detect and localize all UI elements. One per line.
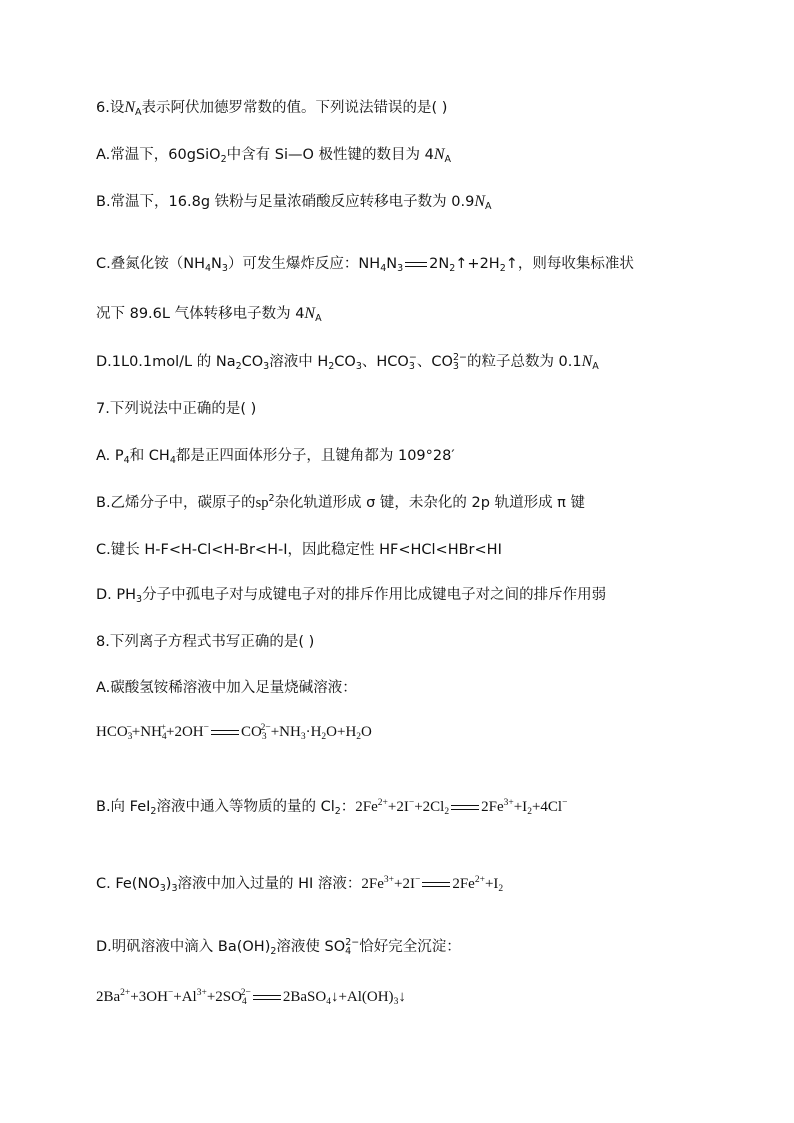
- question-8-option-d: D.明矾溶液中滴入 $Ba(OH)_2$溶液使 $SO_4^{2-}$恰好完全沉淀：: [96, 937, 461, 957]
- question-7-option-d: D. $PH_3$分子中孤电子对与成键电子对的排斥作用比成键电子对之间的排斥作用弱: [96, 587, 607, 605]
- question-8-stem: 8.下列离子方程式书写正确的是( ): [96, 634, 315, 650]
- question-6-option-c: C.叠氮化铵$(NH_4N_3)$可发生爆炸反应：$NH_4N_3$ $2N_2↑+2H_2↑$，则每收集标准状: [96, 256, 634, 274]
- question-6-option-d: D.1L0.1mol/L 的 $Na_2CO_3$溶液中 $H_2CO_3$、$HCO_3^-$、$CO_3^{2-}$的粒子总数为 $0.1N_A$: [96, 352, 599, 372]
- reaction-equals-sign: [405, 262, 427, 267]
- question-6-option-b: B.常温下，16.8g 铁粉与足量浓硝酸反应转移电子数为 $0.9N_A$: [96, 193, 492, 212]
- question-6-option-a: A.常温下，60gSiO$_2$中含有 Si—O 极性键的数目为 $4N_A$: [96, 146, 452, 165]
- question-8-option-a: A.碳酸氢铵稀溶液中加入足量烧碱溶液：: [96, 680, 357, 696]
- reaction-equals-sign: [422, 882, 450, 887]
- question-6-option-c-continued: 况下 89.6L 气体转移电子数为 $4N_A$: [96, 305, 322, 324]
- question-8-option-c: C. $Fe(NO_3)_3$溶液中加入过量的 HI 溶液：$2Fe^{3+}+2I^-$ $2Fe^{2+}+I_2$: [96, 875, 504, 894]
- question-7-option-a: A. $P_4$和 $CH_4$都是正四面体形分子，且键角都为 109°28′: [96, 448, 455, 466]
- question-8-option-a-equation: $HCO_3^-+NH_4^++2OH^-$ $CO_3^{2-}+NH_3\cdot H_2O+H_2O$: [96, 723, 372, 742]
- reaction-equals-sign: [253, 995, 281, 1000]
- reaction-equals-sign: [211, 730, 239, 735]
- reaction-equals-sign: [451, 805, 479, 810]
- question-7-option-c: C.键长 H-F<H-Cl<H-Br<H-I，因此稳定性 HF<HCl<HBr<HI: [96, 542, 502, 558]
- question-6-stem: 6.设$N_A$表示阿伏加德罗常数的值。下列说法错误的是( ): [96, 99, 448, 118]
- question-7-stem: 7.下列说法中正确的是( ): [96, 401, 257, 417]
- question-8-option-b: B.向 FeI$_2$溶液中通入等物质的量的 $Cl_2$：$2Fe^{2+}+2I^-+2Cl_2$ $2Fe^{3+}+I_2+4Cl^-$: [96, 798, 568, 817]
- question-8-option-d-equation: $2Ba^{2+}+3OH^-+Al^{3+}+2SO_4^{2-}$ $2BaSO_4↓+Al(OH)_3↓$: [96, 988, 406, 1007]
- question-7-option-b: B.乙烯分子中，碳原子的$sp^2$杂化轨道形成 σ 键，未杂化的 2p 轨道形成 π 键: [96, 493, 586, 511]
